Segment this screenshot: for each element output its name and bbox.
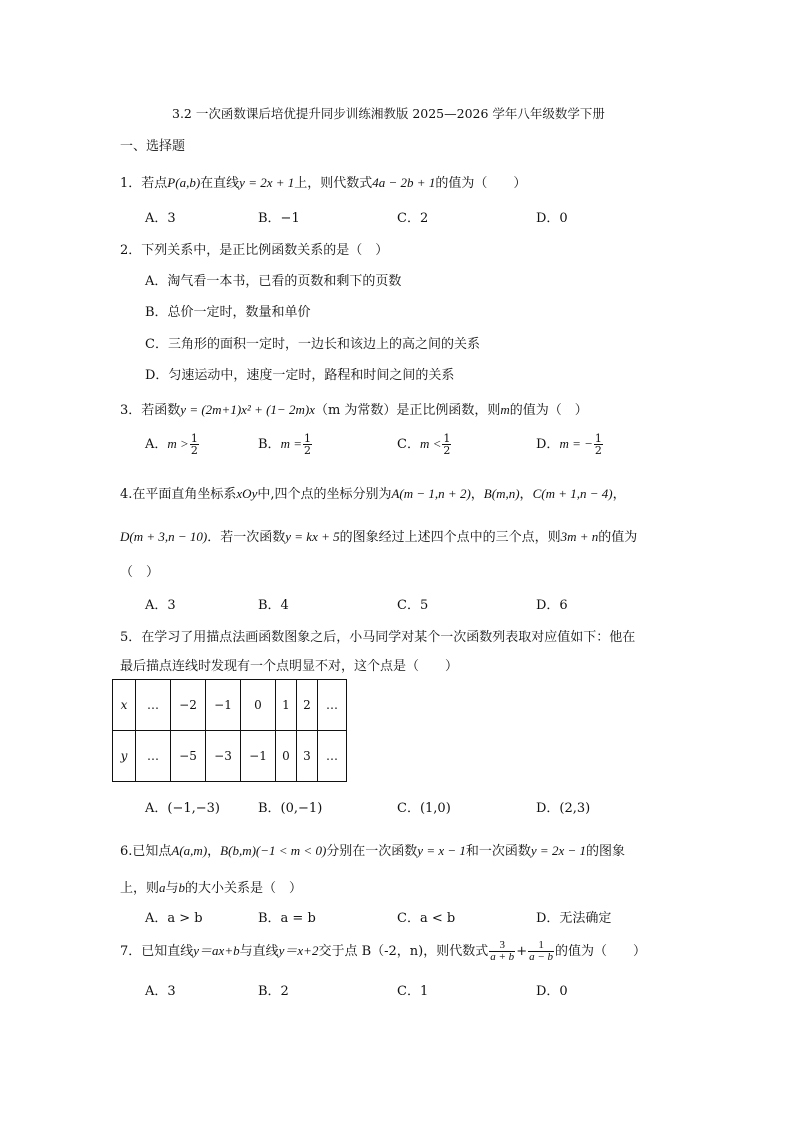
q1-option-a[interactable]: A．3 — [145, 211, 176, 226]
q6-point-b: B(b,m)(−1 < m < 0) — [220, 843, 327, 858]
table-row-x — [113, 680, 347, 731]
q6-point-a: A(a,m) — [171, 843, 208, 858]
q1-option-b[interactable]: B．−1 — [258, 211, 300, 226]
q7-plus: + — [516, 944, 528, 959]
q3-option-c-numerator: 1 — [443, 432, 451, 445]
question-7-stem — [120, 940, 646, 963]
q4-text-3: ．若一次函数 — [207, 530, 286, 545]
q6-separator: ， — [207, 844, 221, 859]
table-cell: −3 — [206, 731, 241, 782]
q4-option-a[interactable]: A．3 — [145, 598, 176, 613]
q3-option-b-relation: m = — [280, 436, 302, 451]
q4-coordinate-system: xOy — [236, 486, 258, 501]
q6-var-b: b — [178, 880, 186, 895]
q3-option-a-numerator: 1 — [190, 432, 198, 445]
q3-option-c-label: C． — [397, 437, 420, 452]
q7-option-c[interactable]: C．1 — [397, 984, 429, 999]
q4-text-1: 4.在平面直角坐标系 — [120, 487, 237, 502]
q4-point-d: D(m + 3,n − 10) — [120, 529, 208, 544]
q6-text-1: 6.已知点 — [120, 844, 172, 859]
q6-function-1: y = x − 1 — [417, 843, 466, 858]
q4-separator-2: ， — [519, 487, 533, 502]
q7-option-b[interactable]: B．2 — [258, 984, 289, 999]
q5-option-b[interactable]: B．(0,−1) — [258, 801, 323, 816]
q2-option-b[interactable]: B．总价一定时，数量和单价 — [145, 305, 311, 320]
q6-var-a: a — [159, 880, 166, 895]
q1-number: 1． — [120, 176, 142, 191]
table-cell: 3 — [297, 731, 318, 782]
q7-fraction-2-denominator: a − b — [529, 951, 554, 963]
table-cell: −1 — [206, 680, 241, 731]
q7-text-4: 的值为（ ） — [555, 944, 647, 959]
q7-fraction-1-denominator: a + b — [490, 951, 515, 963]
table-cell: … — [318, 680, 347, 731]
q4-option-c[interactable]: C．5 — [397, 598, 429, 613]
q3-option-a-relation: m > — [167, 436, 189, 451]
q1-text-2: 在直线 — [200, 176, 240, 191]
q3-option-b-denominator: 2 — [303, 444, 311, 457]
q4-separator-3: ， — [612, 487, 626, 502]
q3-option-b-numerator: 1 — [303, 432, 311, 445]
q1-text-3: 上，则代数式 — [294, 176, 373, 191]
q6-text-5: 上，则 — [120, 881, 160, 896]
q4-text-2: 中,四个点的坐标分别为 — [257, 487, 392, 502]
q4-point-c: C(m + 1,n − 4) — [532, 486, 613, 501]
section-title: 一、选择题 — [120, 139, 186, 154]
q5-option-a[interactable]: A．(−1,−3) — [145, 801, 220, 816]
q6-option-a[interactable]: A．a > b — [145, 911, 203, 926]
q4-expression: 3m + n — [560, 529, 599, 544]
q6-text-2: 分别在一次函数 — [326, 844, 418, 859]
q7-line-2: y＝x+2 — [278, 943, 319, 958]
question-6-line-1 — [120, 840, 625, 859]
table-cell: … — [318, 731, 347, 782]
q3-option-a-label: A． — [145, 437, 168, 452]
q1-text-1: 若点 — [141, 176, 168, 191]
page-title: 3.2 一次函数课后培优提升同步训练湘教版 2025—2026 学年八年级数学下册 — [172, 106, 605, 121]
q6-option-b[interactable]: B．a = b — [258, 911, 316, 926]
q3-option-d-relation: m = − — [559, 436, 593, 451]
question-6-line-2 — [120, 877, 302, 896]
q4-separator-1: ， — [470, 487, 484, 502]
q3-option-a[interactable] — [145, 433, 200, 456]
q7-text-3: 交于点 B（-2，n)，则代数式 — [318, 944, 489, 959]
q4-text-5: 的值为 — [598, 530, 638, 545]
table-cell: 1 — [276, 680, 297, 731]
q7-option-d[interactable]: D．0 — [536, 984, 568, 999]
q7-fraction-2-numerator: 1 — [538, 939, 544, 951]
table-cell: 0 — [276, 731, 297, 782]
q3-option-b-label: B． — [258, 437, 281, 452]
q7-text-1: 7．已知直线 — [120, 944, 194, 959]
q4-point-a: A(m − 1,n + 2) — [391, 486, 471, 501]
q3-option-b[interactable] — [258, 433, 313, 456]
table-row-y — [113, 731, 347, 782]
q3-option-d-denominator: 2 — [594, 444, 602, 457]
q7-line-1: y＝ax+b — [193, 943, 240, 958]
q1-option-c[interactable]: C．2 — [397, 211, 429, 226]
q3-var: m — [500, 402, 510, 417]
table-cell: … — [136, 731, 171, 782]
q6-option-c[interactable]: C．a < b — [397, 911, 456, 926]
q5-option-c[interactable]: C．(1,0) — [397, 801, 451, 816]
q7-fraction-1-numerator: 3 — [499, 939, 505, 951]
q6-text-4: 的图象 — [586, 844, 626, 859]
question-4-line-3: （ ） — [120, 565, 160, 580]
table-cell: 2 — [297, 680, 318, 731]
q2-option-a[interactable]: A．淘气看一本书，已看的页数和剩下的页数 — [145, 274, 402, 289]
q2-option-c[interactable]: C．三角形的面积一定时，一边长和该边上的高之间的关系 — [145, 337, 480, 352]
q4-point-b: B(m,n) — [483, 486, 520, 501]
q4-text-4: 的图象经过上述四个点中的三个点，则 — [339, 530, 561, 545]
question-1-stem — [120, 172, 526, 191]
table-cell: x — [113, 680, 136, 731]
q3-function: y = (2m+1)x² + (1− 2m)x — [180, 402, 315, 417]
table-cell: −5 — [171, 731, 206, 782]
q4-function: y = kx + 5 — [285, 529, 340, 544]
q3-option-c[interactable] — [397, 433, 452, 456]
q6-option-d[interactable]: D．无法确定 — [536, 911, 612, 926]
q3-option-c-denominator: 2 — [443, 444, 451, 457]
q1-option-d[interactable]: D．0 — [536, 211, 568, 226]
table-cell: 0 — [241, 680, 276, 731]
q4-option-b[interactable]: B．4 — [258, 598, 289, 613]
q2-option-d[interactable]: D．匀速运动中，速度一定时，路程和时间之间的关系 — [145, 368, 455, 383]
q1-point: P(a,b) — [167, 175, 201, 190]
q3-option-c-relation: m < — [419, 436, 442, 451]
q3-option-d[interactable] — [536, 433, 604, 456]
q3-text-2: （m 为常数）是正比例函数，则 — [314, 403, 501, 418]
question-3-stem — [120, 399, 588, 418]
table-cell: −1 — [241, 731, 276, 782]
table-cell: y — [113, 731, 136, 782]
q3-option-d-label: D． — [536, 437, 560, 452]
q6-function-2: y = 2x − 1 — [530, 843, 586, 858]
q3-option-a-denominator: 2 — [190, 444, 198, 457]
q6-text-3: 和一次函数 — [465, 844, 531, 859]
question-4-line-2 — [120, 526, 637, 545]
q3-option-d-numerator: 1 — [594, 432, 602, 445]
question-2-stem: 2．下列关系中，是正比例函数关系的是（ ） — [120, 243, 389, 258]
question-4-line-1 — [120, 483, 626, 502]
q1-text-4: 的值为（ ） — [435, 176, 527, 191]
q3-text-1: 若函数 — [141, 403, 181, 418]
value-table — [112, 679, 347, 782]
table-cell: … — [136, 680, 171, 731]
q7-option-a[interactable]: A．3 — [145, 984, 176, 999]
q6-text-7: 的大小关系是（ ） — [185, 881, 303, 896]
q7-text-2: 与直线 — [239, 944, 279, 959]
q3-number: 3． — [120, 403, 142, 418]
q6-text-6: 与 — [165, 881, 179, 896]
q3-text-3: 的值为（ ） — [509, 403, 588, 418]
question-5-line-2: 最后描点连线时发现有一个点明显不对，这个点是（ ） — [120, 659, 459, 674]
q1-line: y = 2x + 1 — [239, 175, 295, 190]
question-5-line-1: 5．在学习了用描点法画函数图象之后，小马同学对某个一次函数列表取对应值如下：他在 — [120, 630, 636, 645]
q1-expr: 4a − 2b + 1 — [372, 175, 436, 190]
table-cell: −2 — [171, 680, 206, 731]
q5-option-d[interactable]: D．(2,3) — [536, 801, 591, 816]
q4-option-d[interactable]: D．6 — [536, 598, 568, 613]
